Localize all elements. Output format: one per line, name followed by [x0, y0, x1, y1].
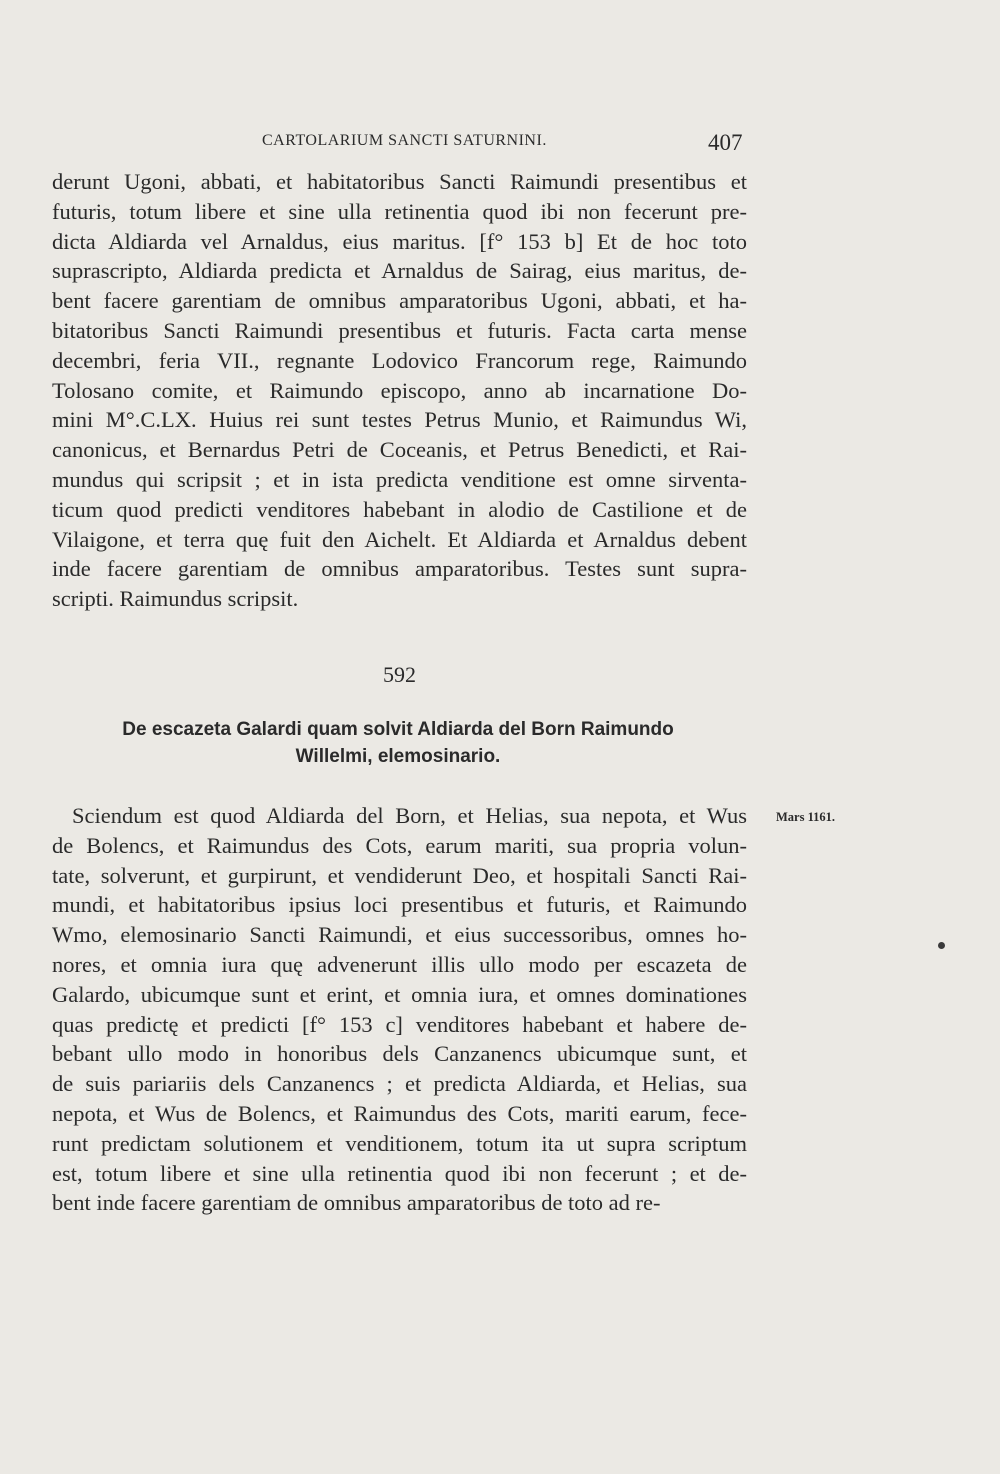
text-line: Tolosano comite, et Raimundo episcopo, anno ab incarnatione Do-: [52, 377, 747, 403]
text-line: derunt Ugoni, abbati, et habitatoribus Sancti Raimundi presentibus et: [52, 169, 747, 194]
text-line: nores, et omnia iura quę advenerunt illis ullo modo per escazeta de: [52, 952, 747, 977]
text-line: decembri, feria VII., regnante Lodovico Francorum rege, Raimundo: [52, 347, 747, 373]
text-line: quas predictę et predicti [f° 153 c] venditores habebant et habere de-: [52, 1011, 747, 1037]
margin-date: Mars 1161.: [776, 810, 836, 824]
text-line: est, totum libere et sine ulla retinentia quod ibi non fecerunt ; et de-: [52, 1160, 747, 1186]
text-line: de suis pariariis dels Canzanencs ; et predicta Aldiarda, et Helias, sua: [52, 1071, 747, 1097]
text-line: ticum quod predicti venditores habebant in alodio de Castilione et de: [52, 496, 747, 522]
text-line: runt predictam solutionem et venditionem, totum ita ut supra scriptum: [52, 1130, 747, 1156]
page-number: 407: [708, 130, 743, 155]
text-line: mundus qui scripsit ; et in ista predicta venditione est omne sirventa-: [52, 467, 747, 492]
text-line: scripti. Raimundus scripsit.: [52, 586, 299, 612]
text-line: Galardo, ubicumque sunt et erint, et omnia iura, et omnes dominationes: [52, 981, 747, 1007]
text-line: bent facere garentiam de omnibus amparatoribus Ugoni, abbati, et ha-: [52, 288, 747, 314]
text-line: inde facere garentiam de omnibus amparatoribus. Testes sunt supra-: [52, 556, 747, 582]
text-line: nepota, et Wus de Bolencs, et Raimundus des Cots, mariti earum, fece-: [52, 1101, 747, 1126]
text-line: dicta Aldiarda vel Arnaldus, eius maritus. [f° 153 b] Et de hoc toto: [52, 228, 747, 254]
text-line: futuris, totum libere et sine ulla retinentia quod ibi non fecerunt pre-: [52, 198, 747, 224]
text-line: mini M°.C.LX. Huius rei sunt testes Petrus Munio, et Raimundus Wi,: [52, 407, 747, 433]
heading-line: Willelmi, elemosinario.: [295, 746, 501, 767]
charter-number: 592: [383, 662, 416, 687]
text-line: bent inde facere garentiam de omnibus amparatoribus de toto ad re-: [52, 1190, 661, 1216]
text-line: canonicus, et Bernardus Petri de Coceanis, et Petrus Benedicti, et Rai-: [52, 437, 747, 463]
text-line: bebant ullo modo in honoribus dels Canzanencs ubicumque sunt, et: [52, 1041, 747, 1067]
text-line: de Bolencs, et Raimundus des Cots, earum mariti, sua propria volun-: [52, 832, 747, 858]
text-line: Wmo, elemosinario Sancti Raimundi, et eius successoribus, omnes ho-: [52, 922, 747, 948]
text-line: Vilaigone, et terra quę fuit den Aichelt. Et Aldiarda et Arnaldus debent: [52, 526, 747, 552]
text-line: mundi, et habitatoribus ipsius loci presentibus et futuris, et Raimundo: [52, 892, 747, 918]
heading-line: De escazeta Galardi quam solvit Aldiarda del Born Raimundo: [122, 719, 674, 740]
ink-dot: [938, 942, 945, 949]
text-line: tate, solverunt, et gurpirunt, et vendiderunt Deo, et hospitali Sancti Rai-: [52, 862, 747, 888]
text-line: Sciendum est quod Aldiarda del Born, et Helias, sua nepota, et Wus: [72, 803, 747, 828]
text-line: suprascripto, Aldiarda predicta et Arnaldus de Sairag, eius maritus, de-: [52, 258, 747, 284]
text-line: bitatoribus Sancti Raimundi presentibus et futuris. Facta carta mense: [52, 318, 747, 343]
running-title: CARTOLARIUM SANCTI SATURNINI.: [262, 132, 547, 149]
